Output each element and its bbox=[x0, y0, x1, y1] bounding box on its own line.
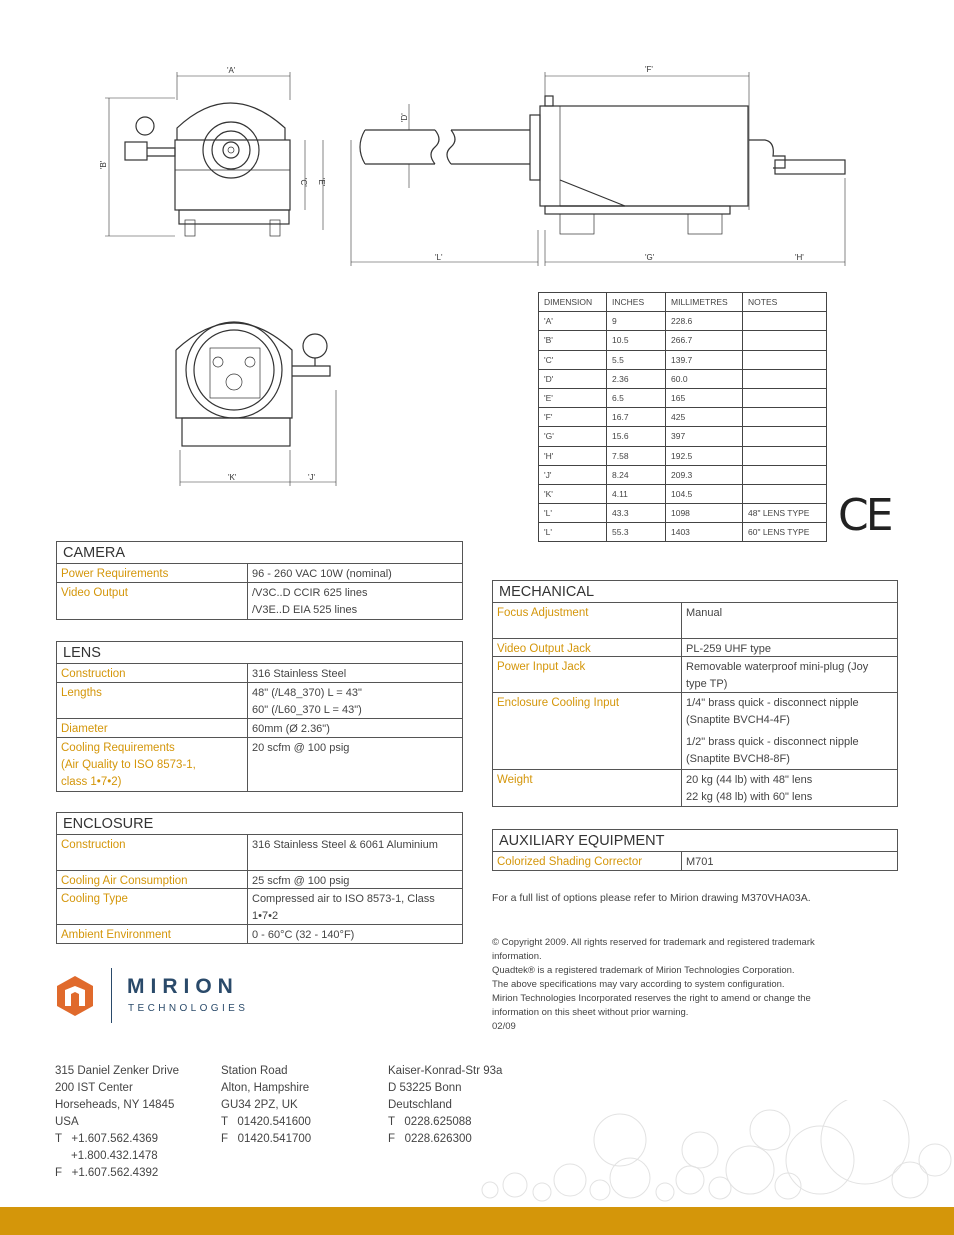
dimensions-cell: 60" LENS TYPE bbox=[743, 523, 827, 542]
dimensions-header-cell: NOTES bbox=[743, 293, 827, 312]
dimensions-cell: 'H' bbox=[539, 446, 607, 465]
table-row bbox=[57, 871, 462, 889]
spec-key: Diameter bbox=[57, 719, 248, 737]
dimensions-cell: 5.5 bbox=[607, 350, 666, 369]
dimensions-cell bbox=[743, 484, 827, 503]
dimensions-cell: 139.7 bbox=[666, 350, 743, 369]
dimensions-cell: 55.3 bbox=[607, 523, 666, 542]
table-row bbox=[57, 564, 462, 583]
dimensions-header-cell: MILLIMETRES bbox=[666, 293, 743, 312]
dimensions-cell: 'D' bbox=[539, 369, 607, 388]
logo-divider bbox=[111, 968, 112, 1023]
dim-label-d: 'D' bbox=[400, 113, 409, 122]
spec-value: 60mm (Ø 2.36") bbox=[252, 723, 330, 735]
dimensions-cell: 16.7 bbox=[607, 408, 666, 427]
table-row bbox=[539, 504, 827, 523]
dim-label-j: 'J' bbox=[308, 473, 316, 482]
dimensions-cell: 'E' bbox=[539, 388, 607, 407]
table-row bbox=[57, 925, 462, 943]
table-row bbox=[539, 388, 827, 407]
spec-key: Construction bbox=[57, 664, 248, 682]
table-row bbox=[57, 738, 462, 791]
spec-value: type TP) bbox=[686, 677, 728, 690]
spec-key: Weight bbox=[493, 770, 682, 806]
options-note: For a full list of options please refer to Mirion drawing M370VHA03A. bbox=[492, 892, 811, 904]
table-row bbox=[539, 408, 827, 427]
table-row bbox=[539, 369, 827, 388]
dimensions-cell: 209.3 bbox=[666, 465, 743, 484]
address-usa bbox=[55, 1063, 179, 1182]
table-row bbox=[57, 664, 462, 683]
footer-bar bbox=[0, 1207, 954, 1235]
address-line: F 01420.541700 bbox=[221, 1133, 312, 1145]
table-row bbox=[57, 583, 462, 619]
spec-value: /V3E..D EIA 525 lines bbox=[252, 603, 358, 616]
address-line: Alton, Hampshire bbox=[221, 1082, 310, 1094]
camera-spec-table bbox=[56, 541, 463, 620]
address-line: T 0228.625088 bbox=[388, 1116, 472, 1128]
spec-value: /V3C..D CCIR 625 lines bbox=[252, 587, 368, 599]
copyright-line: © Copyright 2009. All rights reserved for trademark and registered trademark bbox=[492, 937, 815, 948]
front-view-drawing bbox=[95, 60, 345, 260]
spec-value: 1•7•2 bbox=[252, 909, 279, 922]
table-row bbox=[539, 465, 827, 484]
dimensions-cell: 'B' bbox=[539, 331, 607, 350]
dimensions-cell: 6.5 bbox=[607, 388, 666, 407]
dimensions-cell bbox=[743, 427, 827, 446]
copyright-line: Quadtek® is a registered trademark of Mirion Technologies Corporation. bbox=[492, 965, 795, 976]
side-view-drawing bbox=[345, 60, 855, 270]
dimensions-cell: 1098 bbox=[666, 504, 743, 523]
table-row bbox=[493, 693, 897, 770]
dimensions-cell: 165 bbox=[666, 388, 743, 407]
dimensions-cell: 7.58 bbox=[607, 446, 666, 465]
dim-label-l: 'L' bbox=[435, 253, 443, 262]
dim-label-b: 'B' bbox=[99, 160, 108, 169]
dimensions-header-row bbox=[539, 293, 827, 312]
table-row bbox=[493, 657, 897, 693]
dimensions-cell: 10.5 bbox=[607, 331, 666, 350]
spec-value: (Snaptite BVCH4-4F) bbox=[686, 713, 790, 726]
dimensions-cell: 'G' bbox=[539, 427, 607, 446]
dimensions-cell bbox=[743, 369, 827, 388]
address-uk bbox=[221, 1063, 311, 1148]
copyright-line: 02/09 bbox=[492, 1021, 516, 1032]
copyright-line: information. bbox=[492, 951, 542, 962]
address-line: Kaiser-Konrad-Str 93a bbox=[388, 1065, 503, 1077]
dimensions-cell bbox=[743, 408, 827, 427]
spec-key: class 1•7•2) bbox=[61, 776, 122, 788]
spec-key: (Air Quality to ISO 8573-1, bbox=[61, 759, 196, 771]
spec-value: 60" (/L60_370 L = 43") bbox=[252, 703, 362, 716]
dimensions-cell bbox=[743, 331, 827, 350]
table-row bbox=[539, 312, 827, 331]
dimensions-cell: 397 bbox=[666, 427, 743, 446]
address-line: GU34 2PZ, UK bbox=[221, 1099, 298, 1111]
dimensions-cell bbox=[743, 465, 827, 484]
table-row bbox=[539, 523, 827, 542]
address-line: +1.800.432.1478 bbox=[55, 1150, 158, 1162]
table-row bbox=[493, 852, 897, 870]
copyright-line: The above specifications may vary according to system configuration. bbox=[492, 979, 785, 990]
spec-value: 25 scfm @ 100 psig bbox=[252, 875, 350, 887]
dimensions-cell: 'J' bbox=[539, 465, 607, 484]
dimensions-table bbox=[538, 292, 827, 542]
dimensions-header-cell: DIMENSION bbox=[539, 293, 607, 312]
dimensions-cell: 'L' bbox=[539, 504, 607, 523]
address-line: 315 Daniel Zenker Drive bbox=[55, 1065, 180, 1077]
spec-key: Cooling Type bbox=[57, 889, 248, 924]
spec-value: Manual bbox=[686, 607, 723, 619]
dimensions-cell: 'F' bbox=[539, 408, 607, 427]
spec-value: M701 bbox=[686, 856, 714, 868]
dimensions-cell: 60.0 bbox=[666, 369, 743, 388]
table-row bbox=[493, 770, 897, 806]
address-line: T +1.607.562.4369 bbox=[55, 1133, 159, 1145]
lens-spec-table bbox=[56, 641, 463, 792]
spec-value: 22 kg (48 lb) with 60" lens bbox=[686, 790, 813, 803]
dim-label-e: 'E' bbox=[317, 178, 326, 187]
dimensions-cell: 9 bbox=[607, 312, 666, 331]
address-line: Horseheads, NY 14845 bbox=[55, 1099, 175, 1111]
table-row bbox=[57, 835, 462, 871]
copyright-line: information on this sheet without prior warning. bbox=[492, 1007, 689, 1018]
dimensions-cell: 'K' bbox=[539, 484, 607, 503]
address-line: T 01420.541600 bbox=[221, 1116, 311, 1128]
lens-title: LENS bbox=[57, 642, 462, 664]
table-row bbox=[57, 889, 462, 925]
spec-value: 1/4" brass quick - disconnect nipple bbox=[686, 697, 859, 709]
address-line: Deutschland bbox=[388, 1099, 452, 1111]
logo-subtitle: TECHNOLOGIES bbox=[128, 1003, 249, 1014]
dimensions-cell: 15.6 bbox=[607, 427, 666, 446]
rear-view-drawing bbox=[170, 310, 350, 490]
dimensions-cell bbox=[743, 388, 827, 407]
spec-value: 316 Stainless Steel & 6061 Aluminium bbox=[252, 839, 438, 851]
spec-key: Focus Adjustment bbox=[493, 603, 682, 638]
spec-value: Compressed air to ISO 8573-1, Class bbox=[252, 893, 435, 905]
spec-value: 0 - 60°C (32 - 140°F) bbox=[252, 929, 355, 941]
dimensions-cell: 'C' bbox=[539, 350, 607, 369]
dimensions-cell: 104.5 bbox=[666, 484, 743, 503]
dimensions-cell bbox=[743, 446, 827, 465]
mechanical-title: MECHANICAL bbox=[493, 581, 897, 603]
table-row bbox=[539, 446, 827, 465]
dimensions-cell: 192.5 bbox=[666, 446, 743, 465]
spec-value: 20 kg (44 lb) with 48" lens bbox=[686, 774, 813, 786]
spec-value: 20 scfm @ 100 psig bbox=[252, 742, 350, 754]
dimensions-cell: 48" LENS TYPE bbox=[743, 504, 827, 523]
dim-label-c: 'C' bbox=[299, 178, 308, 187]
spec-key: Enclosure Cooling Input bbox=[493, 693, 682, 769]
table-row bbox=[539, 427, 827, 446]
dimensions-cell: 'A' bbox=[539, 312, 607, 331]
spec-value: 48" (/L48_370) L = 43" bbox=[252, 687, 362, 699]
table-row bbox=[493, 603, 897, 639]
dim-label-g: 'G' bbox=[645, 253, 655, 262]
dimensions-cell bbox=[743, 312, 827, 331]
table-row bbox=[57, 683, 462, 719]
enclosure-spec-table bbox=[56, 812, 463, 944]
spec-key: Power Requirements bbox=[57, 564, 248, 582]
address-line: F 0228.626300 bbox=[388, 1133, 472, 1145]
mirion-logo-mark bbox=[54, 974, 96, 1016]
spec-key: Video Output bbox=[57, 583, 248, 619]
dimensions-cell: 228.6 bbox=[666, 312, 743, 331]
table-row bbox=[493, 639, 897, 657]
address-line: 200 IST Center bbox=[55, 1082, 133, 1094]
spec-value: PL-259 UHF type bbox=[686, 643, 771, 655]
spec-key: Cooling Air Consumption bbox=[57, 871, 248, 888]
spec-key: Video Output Jack bbox=[493, 639, 682, 656]
dim-label-k: 'K' bbox=[228, 473, 237, 482]
dimensions-cell: 266.7 bbox=[666, 331, 743, 350]
auxiliary-spec-table bbox=[492, 829, 898, 871]
decorative-bubbles bbox=[470, 1100, 954, 1207]
dim-label-a: 'A' bbox=[227, 66, 236, 75]
spec-value: Removable waterproof mini-plug (Joy bbox=[686, 661, 869, 673]
address-line: Station Road bbox=[221, 1065, 288, 1077]
dimensions-cell: 1403 bbox=[666, 523, 743, 542]
table-row bbox=[539, 350, 827, 369]
table-row bbox=[539, 331, 827, 350]
spec-key: Construction bbox=[57, 835, 248, 870]
ce-mark: CE bbox=[838, 490, 891, 541]
address-line: D 53225 Bonn bbox=[388, 1082, 462, 1094]
copyright-block bbox=[492, 936, 872, 1034]
spec-value: (Snaptite BVCH8-8F) bbox=[686, 752, 790, 765]
address-line: USA bbox=[55, 1116, 79, 1128]
spec-key: Lengths bbox=[57, 683, 248, 718]
camera-title: CAMERA bbox=[57, 542, 462, 564]
dimensions-cell bbox=[743, 350, 827, 369]
spec-key: Colorized Shading Corrector bbox=[493, 852, 682, 870]
logo-wordmark: MIRION bbox=[127, 975, 239, 998]
spec-value: 316 Stainless Steel bbox=[252, 668, 347, 680]
copyright-line: Mirion Technologies Incorporated reserves the right to amend or change the bbox=[492, 993, 811, 1004]
auxiliary-title: AUXILIARY EQUIPMENT bbox=[493, 830, 897, 852]
dimensions-cell: 2.36 bbox=[607, 369, 666, 388]
dimensions-cell: 4.11 bbox=[607, 484, 666, 503]
spec-key: Cooling Requirements bbox=[61, 742, 175, 754]
spec-value: 96 - 260 VAC 10W (nominal) bbox=[252, 568, 392, 580]
dimensions-cell: 8.24 bbox=[607, 465, 666, 484]
table-row bbox=[539, 484, 827, 503]
enclosure-title: ENCLOSURE bbox=[57, 813, 462, 835]
dimensions-header-cell: INCHES bbox=[607, 293, 666, 312]
spec-value: 1/2" brass quick - disconnect nipple bbox=[686, 736, 859, 748]
spec-key: Ambient Environment bbox=[57, 925, 248, 943]
dimensions-cell: 425 bbox=[666, 408, 743, 427]
table-row bbox=[57, 719, 462, 738]
dimensions-cell: 'L' bbox=[539, 523, 607, 542]
dimensions-cell: 43.3 bbox=[607, 504, 666, 523]
dim-label-h: 'H' bbox=[795, 253, 804, 262]
spec-key: Power Input Jack bbox=[493, 657, 682, 692]
mechanical-spec-table bbox=[492, 580, 898, 807]
dim-label-f: 'F' bbox=[645, 65, 653, 74]
address-line: F +1.607.562.4392 bbox=[55, 1167, 159, 1179]
